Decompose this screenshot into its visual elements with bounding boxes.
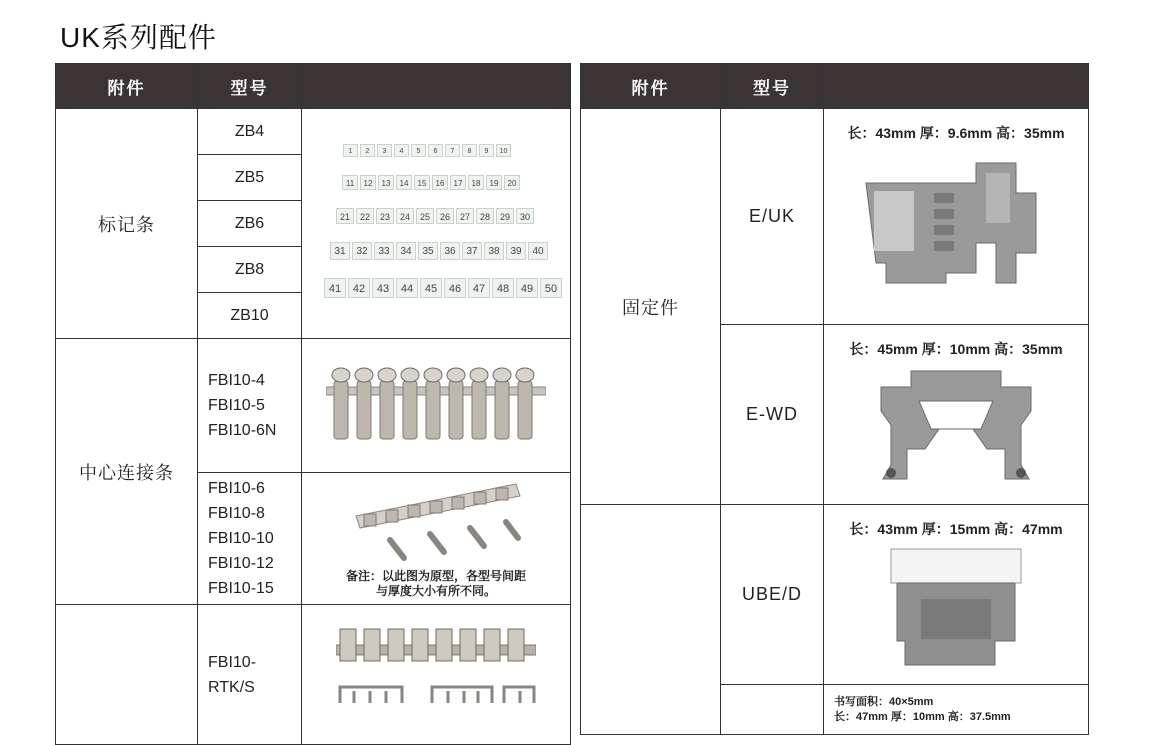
empty-label-cell [56,605,198,745]
jumper-note [302,569,570,599]
model-cell: ZB5 [198,155,302,201]
model-text: FBI10-8 [208,505,265,522]
header-image [302,64,571,109]
marker-strip-tag: 11 [342,175,358,190]
marker-strip-tag: 24 [396,208,414,224]
marker-strip-tag: 37 [462,242,482,260]
marker-strip-tag: 27 [456,208,474,224]
jumper-screws-image-cell [302,339,571,473]
center-jumper-label: 中心连接条 [56,339,198,605]
marker-strip-tag: 32 [352,242,372,260]
header-image [824,64,1089,109]
marker-strip-tag: 18 [468,175,484,190]
model-cell: FBI10-RTK/S [198,605,302,745]
marker-strip-tag: 22 [356,208,374,224]
marker-strip-tag: 47 [468,278,490,298]
marker-strip-tag: 39 [506,242,526,260]
model-list [198,473,302,605]
model-text: FBI10-15 [208,580,274,597]
fixing-part-label: 固定件 [581,109,721,505]
dimension-text: 长：43mm 厚：9.6mm 高：35mm [847,125,1065,141]
model-list [198,339,302,473]
marker-strip-tag: 13 [378,175,394,190]
marker-strip-tag: 40 [528,242,548,260]
ewd-end-bracket-image [871,365,1041,489]
marker-strip-tag: 36 [440,242,460,260]
marker-strip-tag: 4 [394,144,409,157]
page-title: UK系列配件 [60,22,217,53]
model-cell: UBE/D [721,505,824,685]
ewd-image-cell [824,325,1089,505]
marker-strip-tag: 3 [377,144,392,157]
rtk-image-cell [302,605,571,745]
marker-strip-tag: 16 [432,175,448,190]
ube-image-cell [824,505,1089,685]
marker-strip-tag: 7 [445,144,460,157]
euk-image-cell [824,109,1089,325]
dimension-text: 长：45mm 厚：10mm 高：35mm [849,341,1063,357]
marker-strip-tag: 30 [516,208,534,224]
marker-strip-image-cell [302,109,571,339]
marker-strip-tag: 31 [330,242,350,260]
model-cell: ZB4 [198,109,302,155]
marker-strip-tag: 29 [496,208,514,224]
model-text: FBI10-4 [208,372,265,389]
marker-strip-tag: 6 [428,144,443,157]
jumper-screws-image [326,363,546,443]
marker-strip-tag: 44 [396,278,418,298]
marker-strip-tag: 38 [484,242,504,260]
marker-strip-tag: 45 [420,278,442,298]
ube-marker-carrier-image [881,543,1031,673]
spec-line: 书写面积：40×5mm [834,695,934,708]
model-cell: E-WD [721,325,824,505]
marker-strip-tag: 20 [504,175,520,190]
marker-strip-tag: 8 [462,144,477,157]
note-line: 与厚度大小有所不同。 [375,584,496,598]
marker-strip-tag: 25 [416,208,434,224]
marker-strip-tag: 35 [418,242,438,260]
marker-strip-tag: 9 [479,144,494,157]
marker-strip-tag: 28 [476,208,494,224]
empty-label-cell [581,505,721,735]
marker-strip-tag: 43 [372,278,394,298]
marker-strip-tag: 41 [324,278,346,298]
note-line: 备注：以此图为原型，各型号间距 [345,569,526,583]
model-text: FBI10-6 [208,480,265,497]
spec-line: 长：47mm 厚：10mm 高：37.5mm [834,710,1011,723]
marker-strip-tag: 14 [396,175,412,190]
model-cell: ZB6 [198,201,302,247]
dimension-text: 长：43mm 厚：15mm 高：47mm [849,521,1063,537]
marker-strip-tag: 46 [444,278,466,298]
euk-end-clamp-image [856,153,1056,293]
model-cell: ZB10 [198,293,302,339]
marker-strip-tag: 49 [516,278,538,298]
marker-strip-tag: 10 [496,144,511,157]
right-accessory-table [580,63,1089,735]
marker-strip-tag: 34 [396,242,416,260]
jumper-bar-image-cell [302,473,571,605]
empty-model-cell [721,685,824,735]
marker-strip-label: 标记条 [56,109,198,339]
header-model: 型号 [721,64,824,109]
model-text: FBI10-6N [208,422,277,439]
model-text: FBI10-5 [208,397,265,414]
marker-strip-tag: 50 [540,278,562,298]
marker-strip-tag: 15 [414,175,430,190]
marker-strip-tag: 21 [336,208,354,224]
rtk-image [336,625,536,707]
marker-strip-tag: 23 [376,208,394,224]
marker-strip-tag: 33 [374,242,394,260]
marker-strip-tag: 17 [450,175,466,190]
marker-strip-tag: 5 [411,144,426,157]
header-model: 型号 [198,64,302,109]
marker-strip-image [304,134,569,314]
model-text: FBI10-10 [208,530,274,547]
header-accessory: 附件 [56,64,198,109]
marker-strip-tag: 42 [348,278,370,298]
model-text: FBI10-12 [208,555,274,572]
writing-area-cell [824,685,1089,735]
header-accessory: 附件 [581,64,721,109]
marker-strip-tag: 2 [360,144,375,157]
marker-strip-tag: 48 [492,278,514,298]
model-cell: ZB8 [198,247,302,293]
marker-strip-tag: 26 [436,208,454,224]
marker-strip-tag: 1 [343,144,358,157]
marker-strip-tag: 19 [486,175,502,190]
model-cell: E/UK [721,109,824,325]
left-accessory-table [55,63,571,745]
jumper-bar-image [346,478,526,564]
marker-strip-tag: 12 [360,175,376,190]
